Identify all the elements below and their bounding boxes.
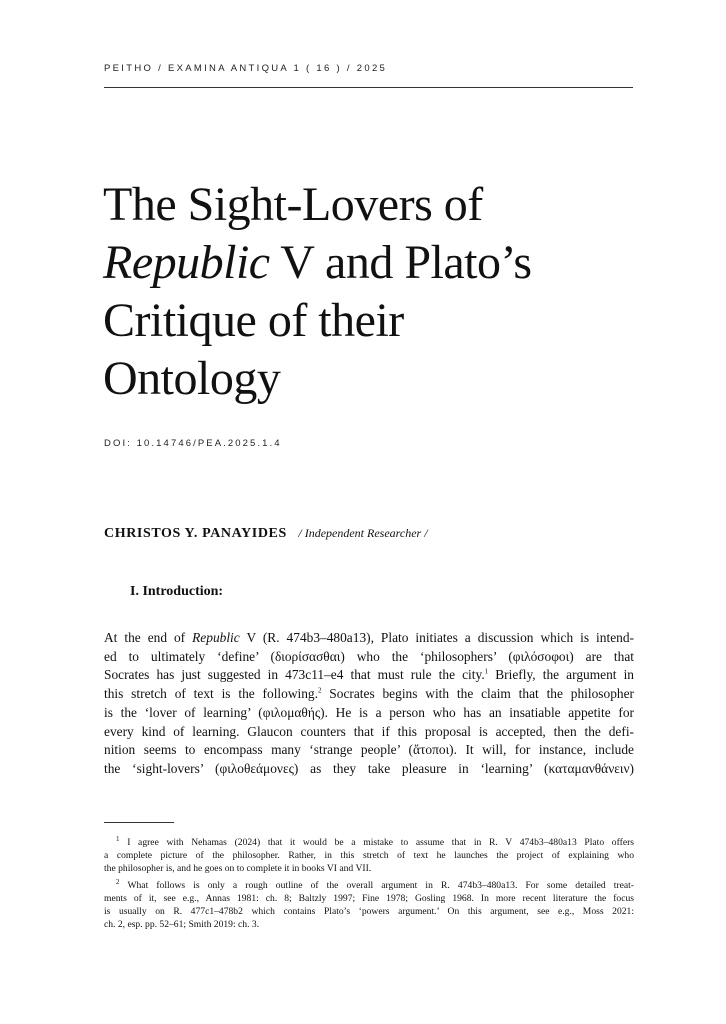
body-line: ed to ultimately ‘define’ (διορίσασθαι) who the ‘philosophers’ (φιλόσοφοι) are that	[104, 648, 634, 664]
body-text-span: Socrates has just suggested in 473c11–e4 that must rule the city.	[104, 667, 485, 683]
footnote-number: 1	[116, 834, 120, 843]
footnote-line: a complete picture of the philosopher. Rather, in this stretch of text he launches the project of explaining who	[104, 850, 634, 862]
body-line: every kind of learning. Glaucon counters that if this proposal is accepted, then the defi-	[104, 723, 634, 739]
body-italic-republic: Republic	[192, 630, 240, 645]
footnote-line: ch. 2, esp. pp. 52–61; Smith 2019: ch. 3.	[104, 919, 260, 931]
body-text-span: At the end of	[104, 630, 193, 645]
title-italic-republic: Republic	[103, 236, 270, 289]
footnote-number: 2	[116, 877, 120, 886]
body-text-span: Briefly, the argument in	[488, 667, 634, 683]
body-line: is the ‘lover of learning’ (φιλομαθής). He is a person who has an insatiable appetite for	[104, 704, 634, 720]
body-line: the ‘sight-lovers’ (φιλοθεάμονες) as they take pleasure in ‘learning’ (καταμανθάνειν)	[104, 760, 634, 776]
author-line	[104, 526, 428, 542]
author-name: CHRISTOS Y. PANAYIDES	[104, 526, 287, 541]
body-line	[104, 685, 634, 704]
footnote-line: the philosopher is, and he goes on to complete it in books VI and VII.	[104, 863, 372, 875]
footnote-2	[104, 879, 634, 932]
footnote-ref-2[interactable]: 2	[317, 686, 322, 695]
header-rule	[104, 87, 633, 88]
body-text-span: this stretch of text is the following.	[104, 686, 318, 702]
body-line	[104, 666, 634, 685]
body-text-span: Socrates begins with the claim that the philosopher	[321, 686, 634, 702]
body-paragraph	[104, 629, 634, 779]
author-affiliation: / Independent Researcher /	[298, 526, 428, 540]
article-title	[103, 176, 643, 408]
footnote-line: ments of it, see e.g., Annas 1981: ch. 8; Baltzly 1997; Fine 1978; Gosling 1968. In more recent literature the focus	[104, 892, 634, 904]
body-line	[104, 629, 634, 648]
footnote-1	[104, 836, 634, 876]
body-text-span: V (R. 474b3–480a13), Plato initiates a discussion which is intend-	[239, 630, 634, 645]
title-line-2	[103, 234, 643, 292]
footnotes	[104, 836, 634, 934]
title-line-4: Ontology	[103, 352, 281, 405]
footnote-line	[104, 836, 634, 849]
footnote-rule	[104, 822, 174, 823]
running-head: PEITHO / EXAMINA ANTIQUA 1 ( 16 ) / 2025	[104, 63, 388, 74]
footnote-text: I agree with Nehamas (2024) that it would be a mistake to assume that in R. V 474b3–480a13 Plato offers	[127, 837, 635, 848]
body-line: nition seems to encompass many ‘strange people’ (ἄτοποι). It will, for instance, include	[104, 742, 634, 758]
footnote-ref-1[interactable]: 1	[484, 667, 489, 676]
title-line-3: Critique of their	[103, 294, 404, 347]
doi-link[interactable]: DOI: 10.14746/PEA.2025.1.4	[104, 438, 282, 449]
section-heading: I. Introduction:	[130, 584, 224, 599]
title-line-1: The Sight-Lovers of	[103, 178, 483, 231]
footnote-line: is usually on R. 477c1–478b2 which contains Plato’s ‘powers argument.’ On this argument, see e.g., Moss 2021:	[104, 906, 634, 918]
footnote-text: What follows is only a rough outline of the overall argument in R. 474b3–480a13. For some detailed treat-	[127, 879, 634, 891]
title-line-2-rest: V and Plato’s	[269, 236, 532, 289]
footnote-line	[104, 879, 634, 892]
